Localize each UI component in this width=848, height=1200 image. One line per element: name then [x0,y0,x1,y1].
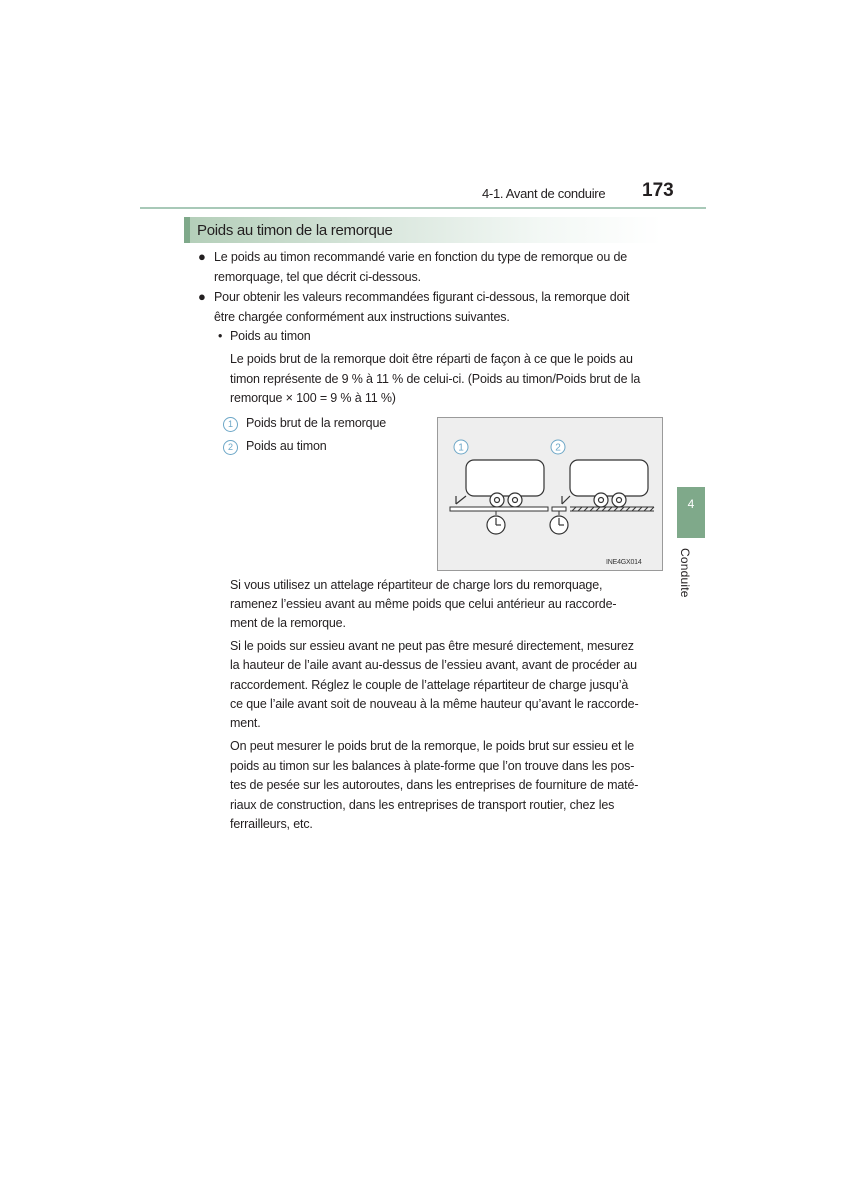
para-2-line-1: Si le poids sur essieu avant ne peut pas être mesuré directement, mesurez [230,639,634,653]
sub-item-title: Poids au timon [230,329,311,343]
bullet-1-line-1: Le poids au timon recommandé varie en fonction du type de remorque ou de [214,250,628,264]
para-3-line-4: riaux de construction, dans les entreprises de transport routier, chez les [230,798,615,812]
sub-bullet-icon: • [218,329,223,343]
legend-number-1-icon: 1 [223,417,238,432]
sub-para-line-1: Le poids brut de la remorque doit être réparti de façon à ce que le poids au [230,352,633,366]
trailer-weighing-illustration [437,417,663,571]
para-1-line-3: ment de la remorque. [230,616,346,630]
trailer-left-icon [456,460,544,507]
para-3-line-5: ferrailleurs, etc. [230,817,313,831]
section-title-accent [184,217,190,243]
scale-platform-right [552,507,566,511]
figure-label-2: 2 [555,442,561,454]
chapter-tab [677,487,705,538]
legend-number-2-icon: 2 [223,440,238,455]
para-2-line-5: ment. [230,716,261,730]
legend-label-1: Poids brut de la remorque [246,416,387,430]
bullet-2-line-2: être chargée conformément aux instructions suivantes. [214,310,510,324]
bullet-1-line-2: remorquage, tel que décrit ci-dessous. [214,270,421,284]
para-3-line-3: tes de pesée sur les autoroutes, dans les entreprises de fourniture de maté- [230,778,639,792]
scale-platform-left [450,507,548,511]
legend-label-2: Poids au timon [246,439,327,453]
para-3-line-1: On peut mesurer le poids brut de la remorque, le poids brut sur essieu et le [230,739,635,753]
scale-gauge-left-icon [487,516,505,534]
header-rule [140,207,706,209]
bullet-dot-icon: ● [198,289,206,304]
para-1-line-1: Si vous utilisez un attelage répartiteur de charge lors du remorquage, [230,578,603,592]
para-2-line-4: ce que l’aile avant soit de nouveau à la même hauteur qu’avant le raccorde- [230,697,639,711]
para-2-line-3: raccordement. Réglez le couple de l’attelage répartiteur de charge jusqu’à [230,678,629,692]
para-3-line-2: poids au timon sur les balances à plate-forme que l’on trouve dans les pos- [230,759,635,773]
trailer-weighing-drawing [438,418,662,570]
ground-hatch [570,507,654,511]
chapter-tab-label: Conduite [678,548,692,598]
para-1-line-2: ramenez l’essieu avant au même poids que celui antérieur au raccorde- [230,597,617,611]
sub-para-line-3: remorque × 100 = 9 % à 11 %) [230,391,396,405]
bullet-2-line-1: Pour obtenir les valeurs recommandées figurant ci-dessous, la remorque doit [214,290,630,304]
page-number: 173 [642,180,674,201]
sub-para-line-2: timon représente de 9 % à 11 % de celui-ci. (Poids au timon/Poids brut de la [230,372,641,386]
chapter-tab-number: 4 [687,497,695,511]
running-header-section: 4-1. Avant de conduire [482,186,606,201]
scale-gauge-right-icon [550,516,568,534]
bullet-dot-icon: ● [198,249,206,264]
figure-label-1: 1 [458,442,464,454]
section-title: Poids au timon de la remorque [197,222,393,239]
para-2-line-2: la hauteur de l’aile avant au-dessus de l’essieu avant, avant de procéder au [230,658,637,672]
trailer-right-icon [562,460,648,507]
figure-code: INE4GX014 [606,559,642,566]
